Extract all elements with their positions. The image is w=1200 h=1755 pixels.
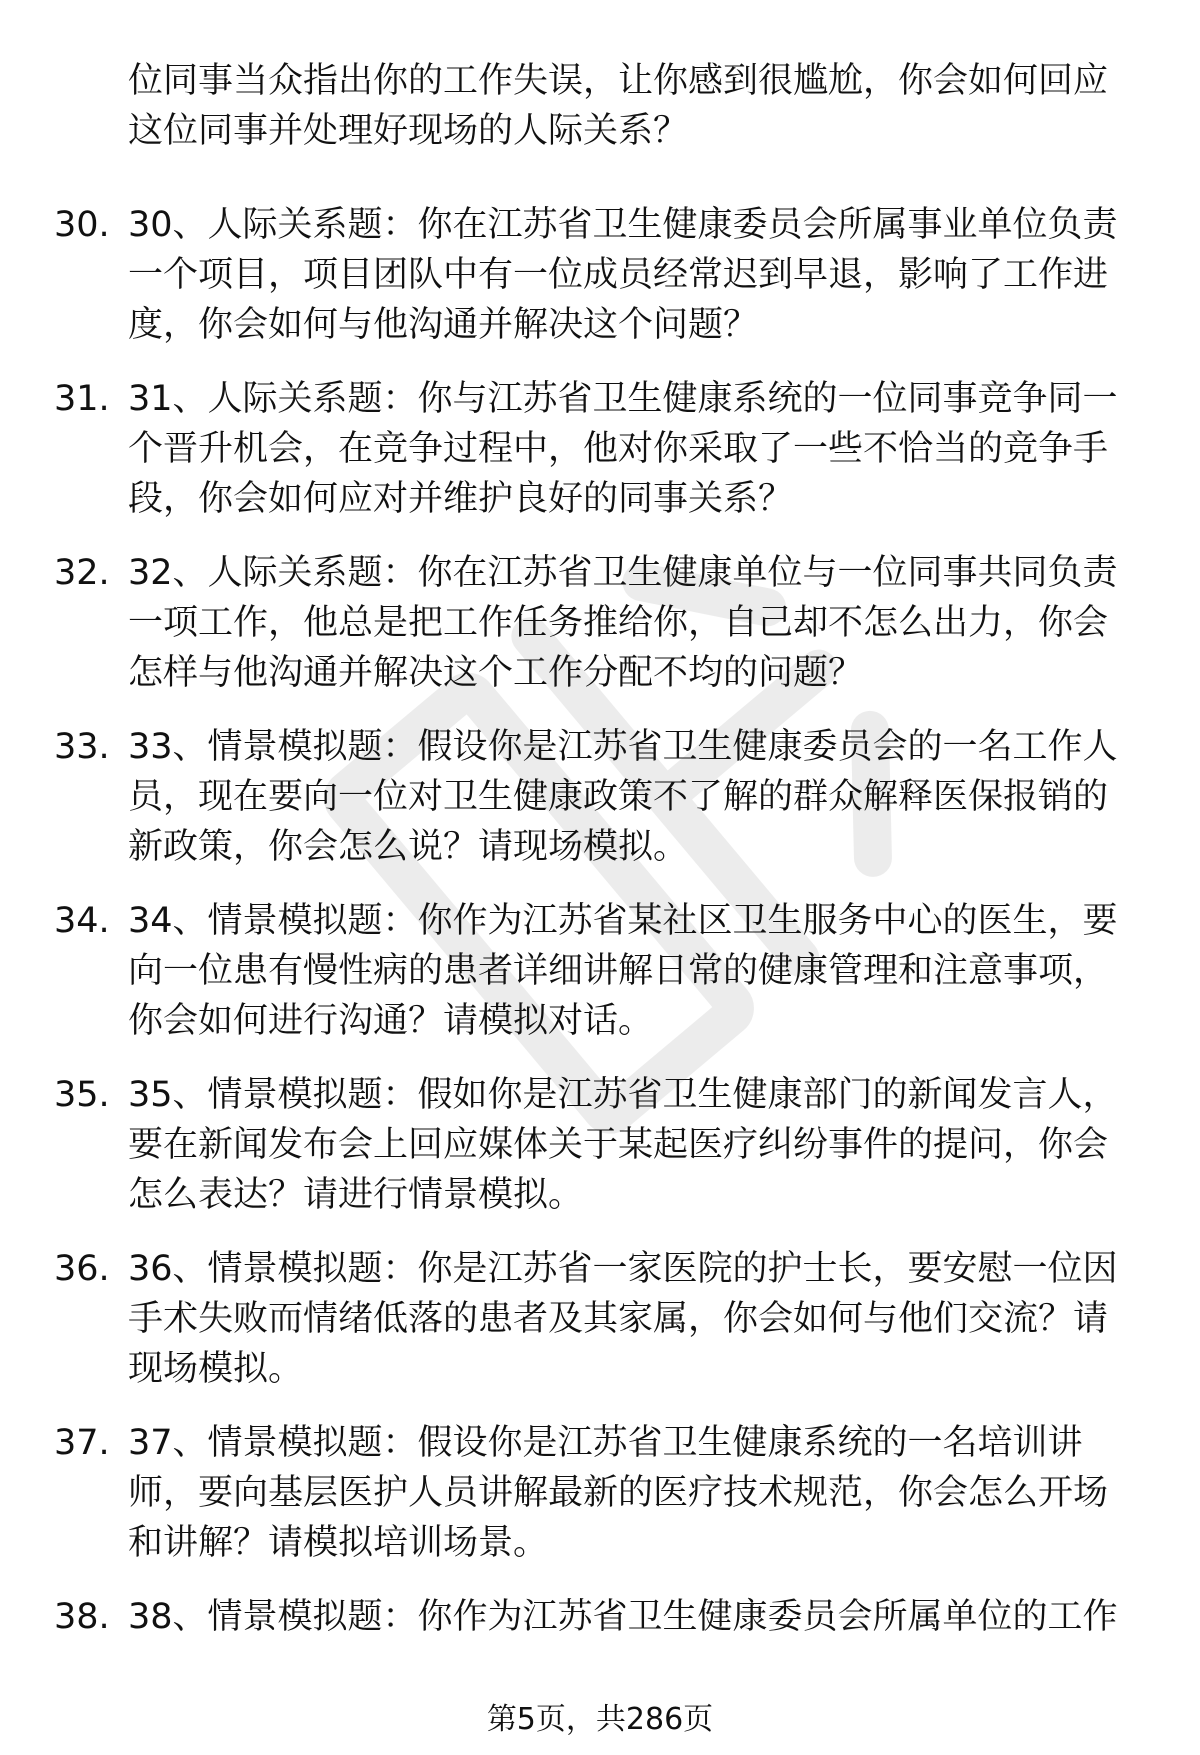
page-footer: 第5页，共286页 [486, 1702, 714, 1737]
list-item [0, 722, 1200, 872]
question-text: 37、情景模拟题：假设你是江苏省卫生健康系统的一名培训讲 师，要向基层医护人员讲解最新的医疗技术规范，你会怎么开场 和讲解？请模拟培训场景。 [128, 1423, 1109, 1563]
item-number: 37. [54, 1423, 110, 1463]
item-number: 31. [54, 379, 110, 419]
list-item [0, 548, 1200, 698]
question-text: 34、情景模拟题：你作为江苏省某社区卫生服务中心的医生，要 向一位患有慢性病的患者详细讲解日常的健康管理和注意事项， 你会如何进行沟通？请模拟对话。 [128, 901, 1118, 1041]
item-number: 38. [54, 1597, 110, 1637]
question-text: 30、人际关系题：你在江苏省卫生健康委员会所属事业单位负责 一个项目，项目团队中有一位成员经常迟到早退，影响了工作进 度，你会如何与他沟通并解决这个问题？ [128, 205, 1118, 345]
list-item [0, 1244, 1200, 1394]
item-number: 36. [54, 1249, 110, 1289]
question-text: 33、情景模拟题：假设你是江苏省卫生健康委员会的一名工作人 员，现在要向一位对卫生健康政策不了解的群众解释医保报销的 新政策，你会怎么说？请现场模拟。 [128, 727, 1118, 867]
question-text: 36、情景模拟题：你是江苏省一家医院的护士长，要安慰一位因 手术失败而情绪低落的患者及其家属，你会如何与他们交流？请 现场模拟。 [128, 1249, 1118, 1389]
list-item [0, 200, 1200, 350]
item-number: 32. [54, 553, 110, 593]
list-item [0, 1418, 1200, 1568]
item-number: 35. [54, 1075, 110, 1115]
item-number: 30. [54, 205, 110, 245]
question-list [0, 56, 1200, 1642]
list-item [0, 374, 1200, 524]
item-number: 33. [54, 727, 110, 767]
list-item [0, 1592, 1200, 1642]
list-item-continuation [0, 56, 1200, 156]
continuation-text: 位同事当众指出你的工作失误，让你感到很尴尬，你会如何回应 这位同事并处理好现场的人际关系？ [128, 61, 1109, 151]
item-number: 34. [54, 901, 110, 941]
question-text: 32、人际关系题：你在江苏省卫生健康单位与一位同事共同负责 一项工作，他总是把工作任务推给你，自己却不怎么出力，你会 怎样与他沟通并解决这个工作分配不均的问题？ [128, 553, 1118, 693]
question-text: 35、情景模拟题：假如你是江苏省卫生健康部门的新闻发言人， 要在新闻发布会上回应媒体关于某起医疗纠纷事件的提问，你会 怎么表达？请进行情景模拟。 [128, 1075, 1118, 1215]
list-item [0, 896, 1200, 1046]
list-item [0, 1070, 1200, 1220]
question-text: 38、情景模拟题：你作为江苏省卫生健康委员会所属单位的工作 [128, 1597, 1118, 1637]
question-text: 31、人际关系题：你与江苏省卫生健康系统的一位同事竞争同一 个晋升机会，在竞争过程中，他对你采取了一些不恰当的竞争手 段，你会如何应对并维护良好的同事关系？ [128, 379, 1118, 519]
